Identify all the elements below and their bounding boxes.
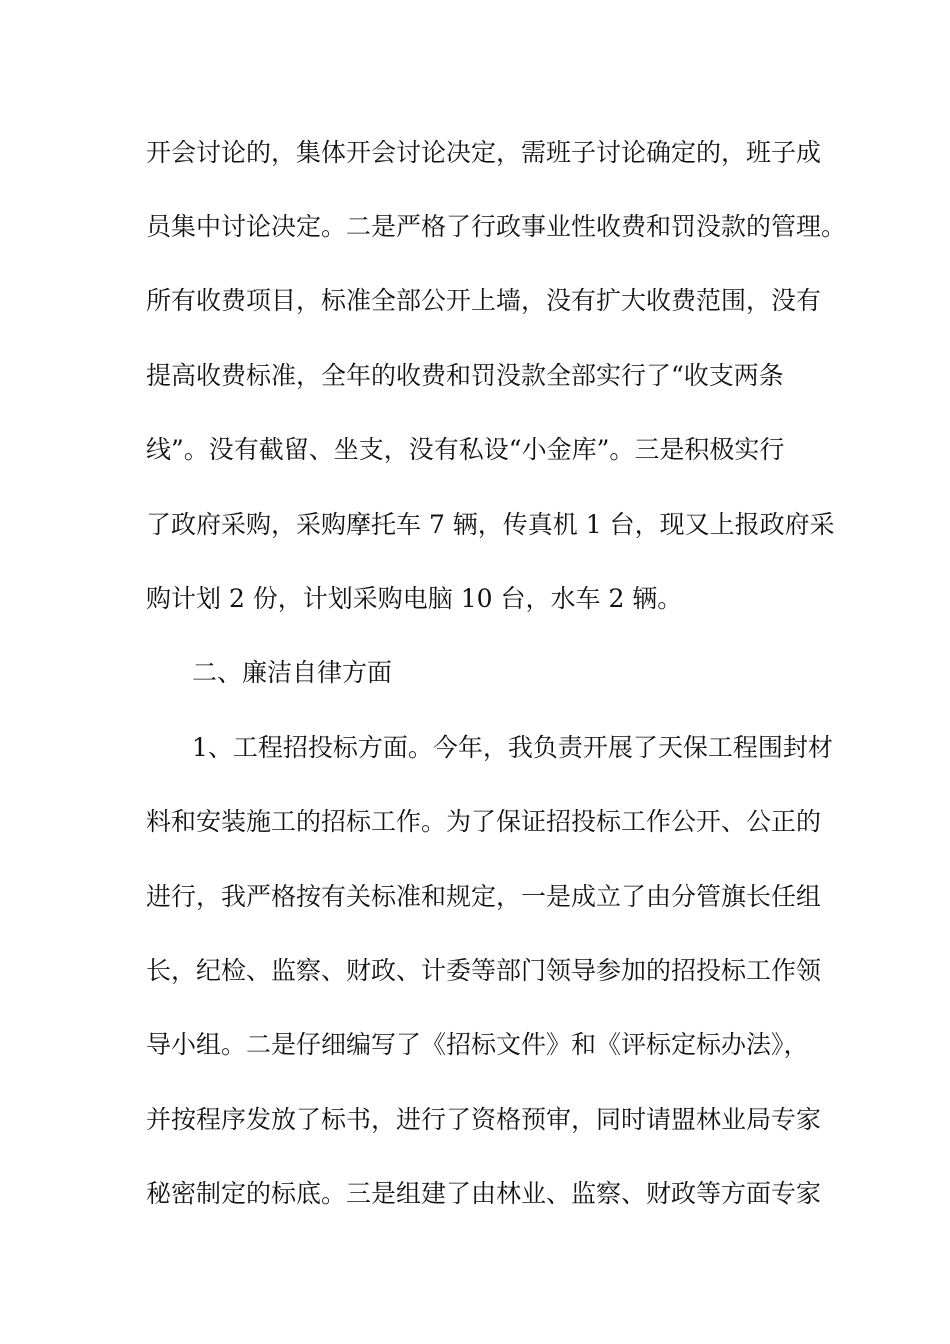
body-text-line-14: 并按程序发放了标书，进行了资格预审，同时请盟林业局专家 (146, 1105, 822, 1134)
body-text-line-3: 所有收费项目，标准全部公开上墙，没有扩大收费范围，没有 (146, 286, 822, 315)
body-text-line-2: 员集中讨论决定。二是严格了行政事业性收费和罚没款的管理。 (146, 212, 847, 241)
body-text-line-13: 导小组。二是仔细编写了《招标文件》和《评标定标办法》， (146, 1030, 809, 1059)
body-text-line-5: 线”。没有截留、坐支，没有私设“小金库”。三是积极实行 (146, 435, 785, 464)
body-text-line-12: 长，纪检、监察、财政、计委等部门领导参加的招投标工作领 (146, 956, 822, 985)
body-text-line-7: 购计划 2 份，计划采购电脑 10 台，水车 2 辆。 (146, 584, 683, 613)
body-text-line-11: 进行，我严格按有关标准和规定，一是成立了由分管旗长任组 (146, 882, 822, 911)
body-text-line-15: 秘密制定的标底。三是组建了由林业、监察、财政等方面专家 (146, 1179, 822, 1208)
body-text-line-9: 1、工程招投标方面。今年，我负责开展了天保工程围封材 (192, 733, 833, 762)
body-text-line-1: 开会讨论的，集体开会讨论决定，需班子讨论确定的，班子成 (146, 138, 822, 167)
body-text-line-6: 了政府采购，采购摩托车 7 辆，传真机 1 台，现又上报政府采 (146, 510, 835, 539)
body-text-line-10: 料和安装施工的招标工作。为了保证招投标工作公开、公正的 (146, 807, 822, 836)
section-heading: 二、廉洁自律方面 (192, 658, 393, 687)
body-text-line-4: 提高收费标准，全年的收费和罚没款全部实行了“收支两条 (146, 361, 784, 390)
